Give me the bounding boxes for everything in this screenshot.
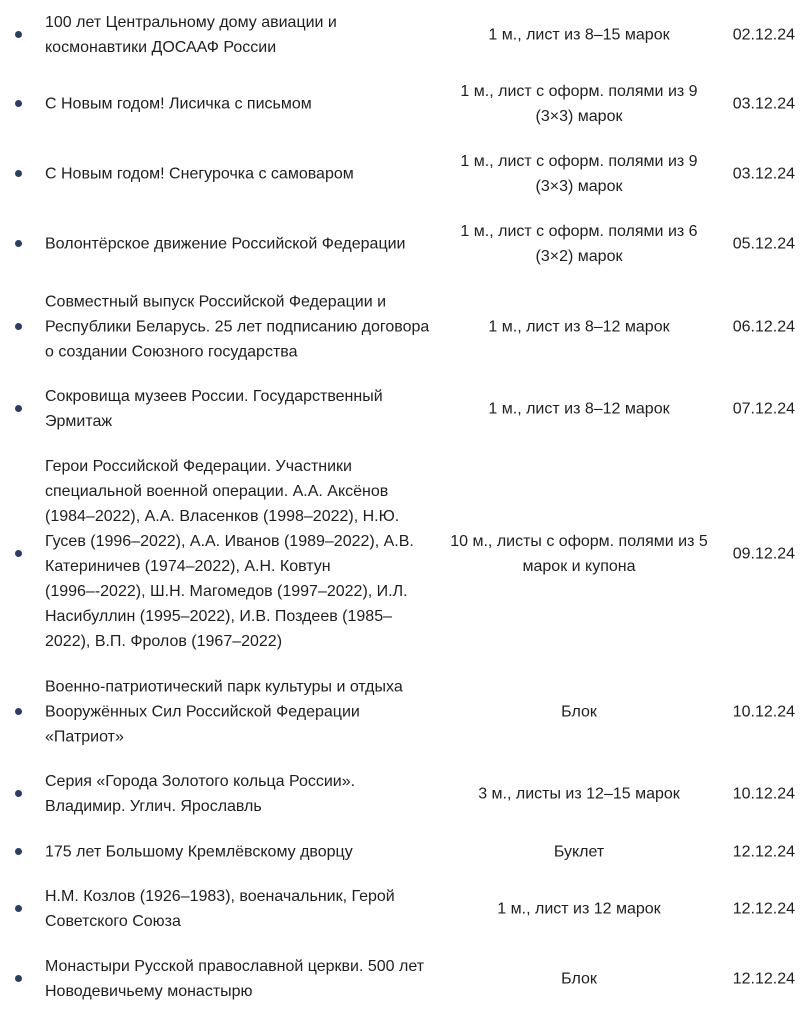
item-date: 10.12.24 [732, 785, 795, 803]
item-date: 03.12.24 [732, 165, 795, 183]
item-title: 175 лет Большому Кремлёвскому дворцу [45, 843, 353, 861]
list-item [0, 79, 809, 129]
item-format: 1 м., лист из 8–15 марок [488, 26, 670, 44]
bullet-icon [15, 550, 22, 557]
item-date: 09.12.24 [732, 545, 795, 563]
item-format: 1 м., лист из 8–12 марок [488, 318, 670, 336]
list-item [0, 769, 809, 819]
item-date: 06.12.24 [732, 318, 795, 336]
item-date: 12.12.24 [732, 970, 795, 988]
item-title: Совместный выпуск Российской Федерации и Республики Беларусь. 25 лет подписанию договора о создании Союзного государства [45, 293, 430, 361]
item-format: 1 м., лист с оформ. полями из 6 (3×2) марок [460, 223, 698, 265]
item-format: Буклет [553, 843, 605, 861]
item-title: С Новым годом! Снегурочка с самоваром [45, 165, 354, 183]
item-title: Волонтёрское движение Российской Федерации [45, 235, 406, 253]
item-date: 10.12.24 [732, 703, 795, 721]
list-item [0, 10, 809, 60]
bullet-icon [15, 170, 22, 177]
list-item [0, 839, 809, 865]
bullet-icon [15, 405, 22, 412]
list-item [0, 219, 809, 269]
item-title: Н.М. Козлов (1926–1983), военачальник, Герой Советского Союза [45, 888, 395, 930]
list-item [0, 884, 809, 934]
bullet-icon [15, 905, 22, 912]
item-title: Герои Российской Федерации. Участники специальной военной операции. А.А. Аксёнов (1984–2022), А.А. Власенков (1998–2022), Н.Ю. Гусев (1996–2022), А.А. Иванов (1989–2022), А.В. Катериничев (1974–2022), А.Н. Ковтун (1996–-2022), Ш.Н. Магомедов (1997–2022), И.Л. Насибуллин (1995–2022), И.В. Поздеев (1985–2022), В.П. Фролов (1967–2022) [45, 458, 414, 650]
list-item [0, 384, 809, 434]
item-date: 12.12.24 [732, 900, 795, 918]
list-item [0, 149, 809, 199]
bullet-icon [15, 323, 22, 330]
item-date: 02.12.24 [732, 26, 795, 44]
bullet-icon [15, 848, 22, 855]
bullet-icon [15, 975, 22, 982]
item-format: Блок [561, 970, 597, 988]
bullet-icon [15, 31, 22, 38]
bullet-icon [15, 790, 22, 797]
bullet-icon [15, 240, 22, 247]
item-date: 12.12.24 [732, 843, 795, 861]
item-format: 1 м., лист из 8–12 марок [488, 400, 670, 418]
item-title: Монастыри Русской православной церкви. 500 лет Новодевичьему монастырю [45, 958, 425, 1000]
item-format: 1 м., лист с оформ. полями из 9 (3×3) марок [460, 83, 698, 125]
list-item [0, 454, 809, 654]
item-format: 10 м., листы с оформ. полями из 5 марок и купона [450, 533, 708, 575]
item-format: Блок [561, 703, 597, 721]
item-date: 03.12.24 [732, 95, 795, 113]
item-format: 1 м., лист с оформ. полями из 9 (3×3) марок [460, 153, 698, 195]
item-date: 05.12.24 [732, 235, 795, 253]
list-item [0, 289, 809, 365]
item-format: 1 м., лист из 12 марок [497, 900, 661, 918]
bullet-icon [15, 708, 22, 715]
item-title: С Новым годом! Лисичка с письмом [45, 95, 312, 113]
item-format: 3 м., листы из 12–15 марок [478, 785, 680, 803]
item-title: Военно-патриотический парк культуры и отдыха Вооружённых Сил Российской Федерации «Патриот» [45, 678, 403, 746]
item-title: Серия «Города Золотого кольца России». Владимир. Углич. Ярославль [45, 773, 356, 815]
bullet-icon [15, 100, 22, 107]
list-item [0, 674, 809, 750]
item-title: Сокровища музеев России. Государственный Эрмитаж [45, 388, 383, 430]
item-title: 100 лет Центральному дому авиации и космонавтики ДОСААФ России [45, 14, 337, 56]
item-date: 07.12.24 [732, 400, 795, 418]
list-item [0, 954, 809, 1004]
